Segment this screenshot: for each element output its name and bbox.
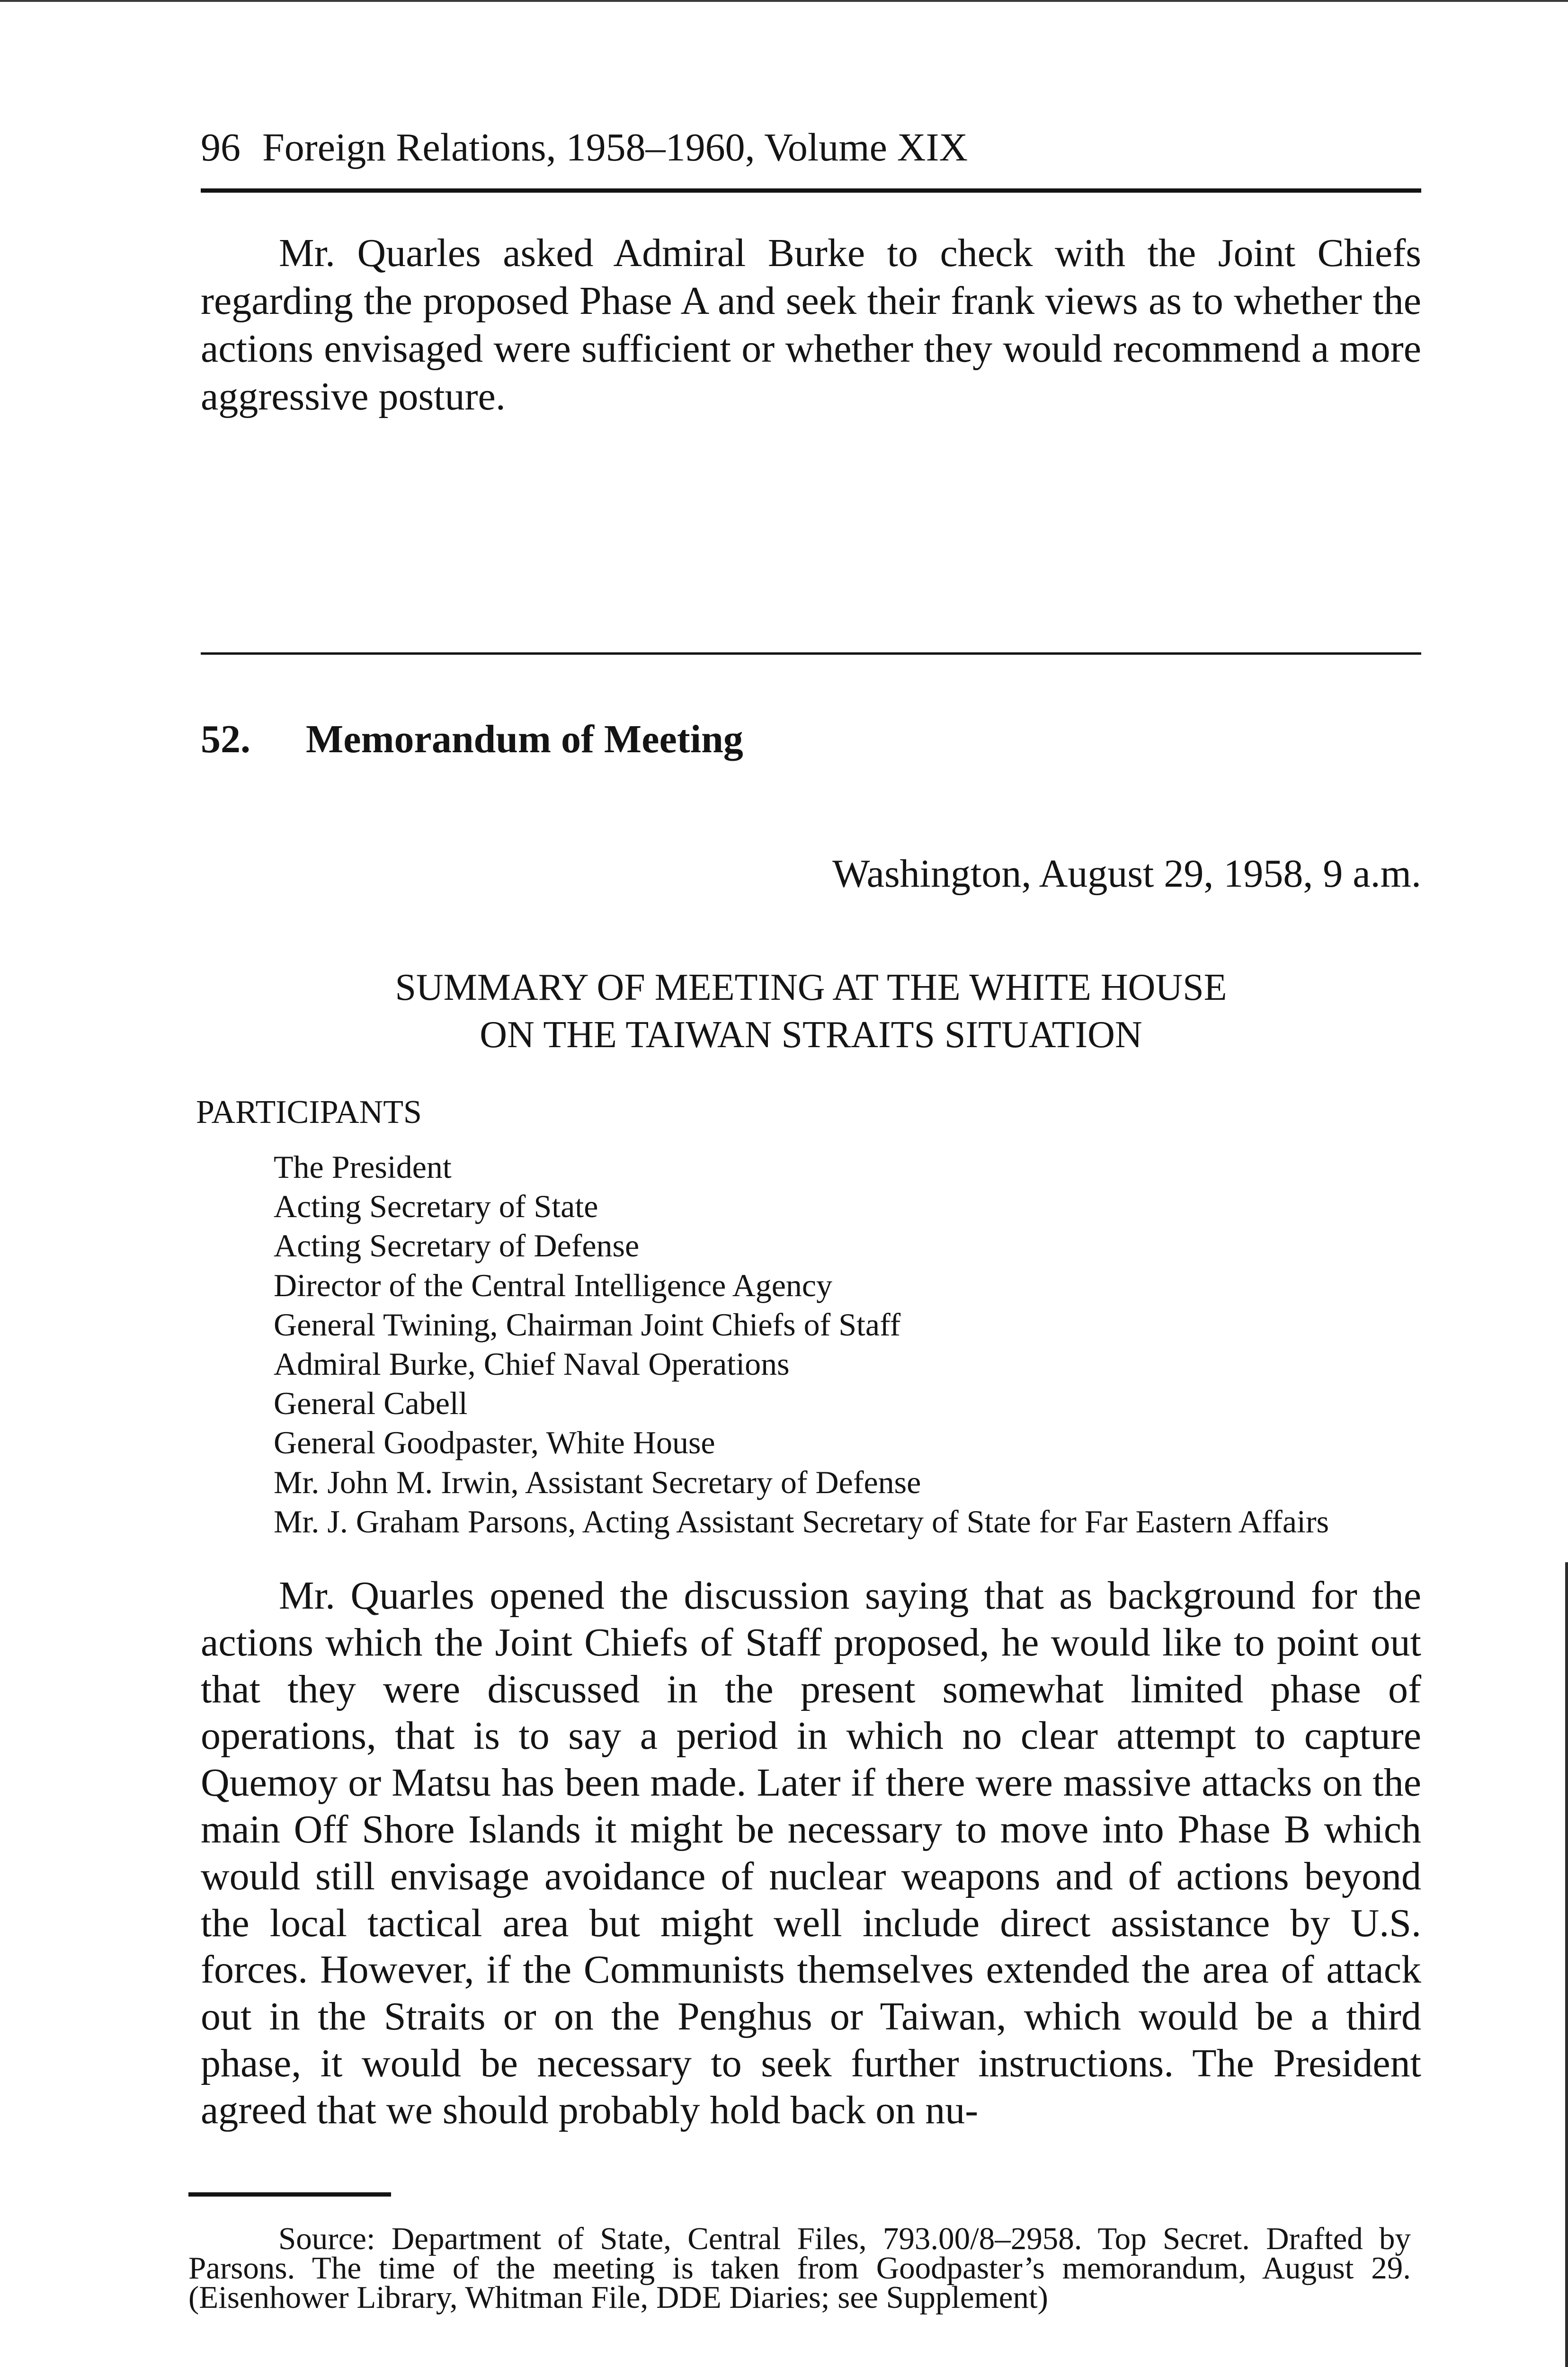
participants-list [274, 1148, 1329, 1541]
participant-item: Mr. J. Graham Parsons, Acting Assistant Secretary of State for Far Eastern Affairs [274, 1503, 1329, 1539]
participant-item: General Cabell [274, 1385, 468, 1422]
summary-title-line-1: SUMMARY OF MEETING AT THE WHITE HOUSE [395, 967, 1227, 1008]
participant-item: Director of the Central Intelligence Agency [274, 1267, 833, 1303]
header-rule [201, 188, 1421, 193]
document-number: 52. [201, 717, 250, 761]
page-edge-top [0, 0, 1568, 2]
participant-item: General Twining, Chairman Joint Chiefs of Staff [274, 1306, 901, 1343]
footnote-rule [188, 2192, 391, 2197]
closing-paragraph-previous-document: Mr. Quarles asked Admiral Burke to check with the Joint Chiefs regarding the proposed Phase A and seek their frank views as to whether the actions envisaged were sufficient or whether they would recommend a more aggressive posture. [201, 231, 1421, 418]
section-divider [201, 652, 1421, 655]
participant-item: General Goodpaster, White House [274, 1424, 715, 1461]
summary-title-line-2: ON THE TAIWAN STRAITS SITUATION [480, 1014, 1142, 1056]
running-head [201, 124, 968, 171]
participant-item: Admiral Burke, Chief Naval Operations [274, 1346, 790, 1382]
summary-title [201, 964, 1421, 1059]
participant-item: The President [274, 1149, 452, 1185]
source-footnote: Source: Department of State, Central Files, 793.00/8–2958. Top Secret. Drafted by Parsons. The time of the meeting is taken from Goodpaster’s memorandum, August 29. (Eisenhower Library, Whitman File, DDE Diaries; see Supplement) [188, 2221, 1411, 2315]
participants-label: PARTICIPANTS [196, 1094, 422, 1130]
participant-item: Acting Secretary of Defense [274, 1228, 640, 1264]
document-title: Memorandum of Meeting [306, 717, 743, 761]
page-number: 96 [201, 125, 241, 169]
dateline: Washington, August 29, 1958, 9 a.m. [832, 852, 1421, 896]
running-head-title: Foreign Relations, 1958–1960, Volume XIX [262, 125, 968, 169]
participant-item: Acting Secretary of State [274, 1188, 598, 1225]
participant-item: Mr. John M. Irwin, Assistant Secretary of Defense [274, 1464, 921, 1500]
body-paragraph: Mr. Quarles opened the discussion saying that as background for the actions which the Joint Chiefs of Staff proposed, he would like to point out that they were discussed in the present somewhat limited phase of operations, that is to say a period in which no clear attempt to capture Quemoy or Matsu has been made. Later if there were massive attacks on the main Off Shore Islands it might be necessary to move into Phase B which would still envisage avoidance of nuclear weapons and of actions beyond the local tactical area but might well include direct assistance by U.S. forces. However, if the Communists themselves extended the area of attack out in the Straits or on the Penghus or Taiwan, which would be a third phase, it would be necessary to seek further instructions. The President agreed that we should probably hold back on nu- [201, 1574, 1421, 2132]
page-edge-right [1565, 1562, 1568, 2367]
document-heading [201, 716, 743, 763]
